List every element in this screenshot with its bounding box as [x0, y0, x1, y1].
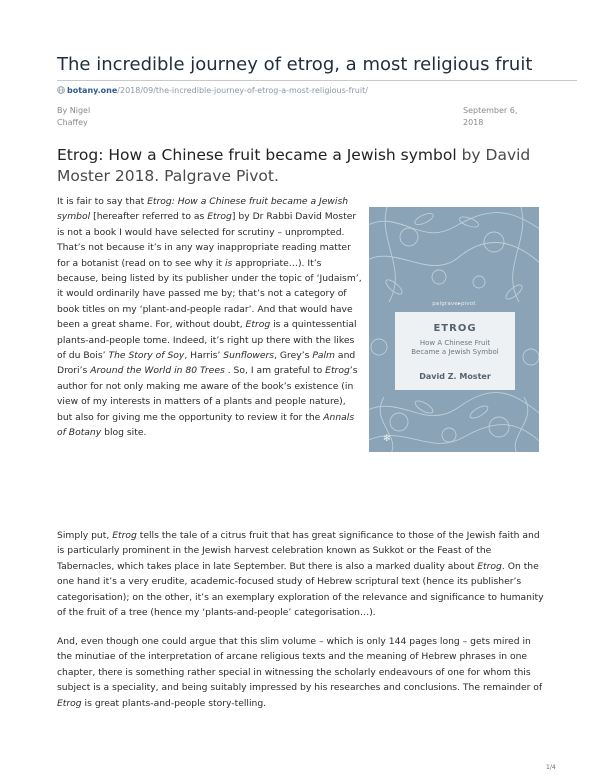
cover-author: David Z. Moster [419, 372, 491, 381]
cover-subtitle: How A Chinese Fruit Became a Jewish Symbol [411, 339, 499, 356]
paragraph-summary: Simply put, Etrog tells the tale of a citrus fruit that has great significance to those of the Jewish faith and is particularly prominent in the Jewish harvest celebration known as Sukkot or the Feast of the Tabernacles, which takes place in late September. But there is also a marked duality about Etrog. On the one hand it’s a very erudite, academic-focused study of Hebrew scriptural text (hence its publisher’s categorisation); on the other, it’s an exemplary exploration of the relevance and significance to humanity of the fruit of a tree (hence my ‘plants-and-people’ categorisation…). [57, 530, 544, 619]
publisher-logo-icon: ✻ [383, 434, 391, 444]
source-url[interactable] [57, 85, 368, 97]
globe-icon [57, 86, 65, 94]
page-number: 1/4 [546, 764, 556, 771]
title-divider [57, 80, 577, 81]
paragraph-assessment: And, even though one could argue that this slim volume – which is only 144 pages long – gets mired in the minutiae of the interpretation of arcane religious texts and the meaning of Hebrew phrases in one chapter, there is something rather special in witnessing the scholarly endeavours of one for whom this subject is a speciality, and being suitably impressed by his researches and conclusions. The remainder of Etrog is great plants-and-people story-telling. [57, 636, 543, 709]
cover-publisher: palgrave▸pivot [432, 301, 476, 307]
url-host: botany.one [67, 86, 118, 95]
book-author-details: by David Moster 2018. Palgrave Pivot. [57, 146, 531, 185]
book-heading [57, 145, 547, 187]
paragraph-intro: It is fair to say that Etrog: How a Chinese fruit became a Jewish symbol [hereafter referred to as Etrog] by Dr Rabbi David Moster is not a book I would have selected for scrutiny – unprompted. That’s not because it’s in any way inappropriate reading matter for a botanist (read on to see why it is appropriate…). It’s because, being listed by its publisher under the topic of ‘Judaism’, it would ordinarily have passed me by; that’s not a category of book titles on my ‘plant-and-people radar’. And that would have been a great shame. For, without doubt, Etrog is a quintessential plants-and-people tome. Indeed, it’s right up there with the likes of du Bois’ The Story of Soy, Harris’ Sunflowers, Grey’s Palm and Drori’s Around the World in 80 Trees . So, I am grateful to Etrog’s author for not only making me aware of the book’s existence (in view of my interests in matters of a plants and people nature), but also for giving me the opportunity to review it for the Annals of Botany blog site. [57, 196, 362, 439]
book-title: Etrog: How a Chinese fruit became a Jewish symbol [57, 146, 457, 164]
url-path: /2018/09/the-incredible-journey-of-etrog-a-most-religious-fruit/ [117, 86, 368, 95]
author-byline: By Nigel Chaffey [57, 106, 91, 127]
cover-title-panel [395, 312, 515, 390]
page-title: The incredible journey of etrog, a most religious fruit [57, 54, 533, 75]
publish-date: September 6, 2018 [463, 106, 518, 127]
cover-title: ETROG [433, 323, 477, 334]
book-cover-image [369, 207, 539, 452]
